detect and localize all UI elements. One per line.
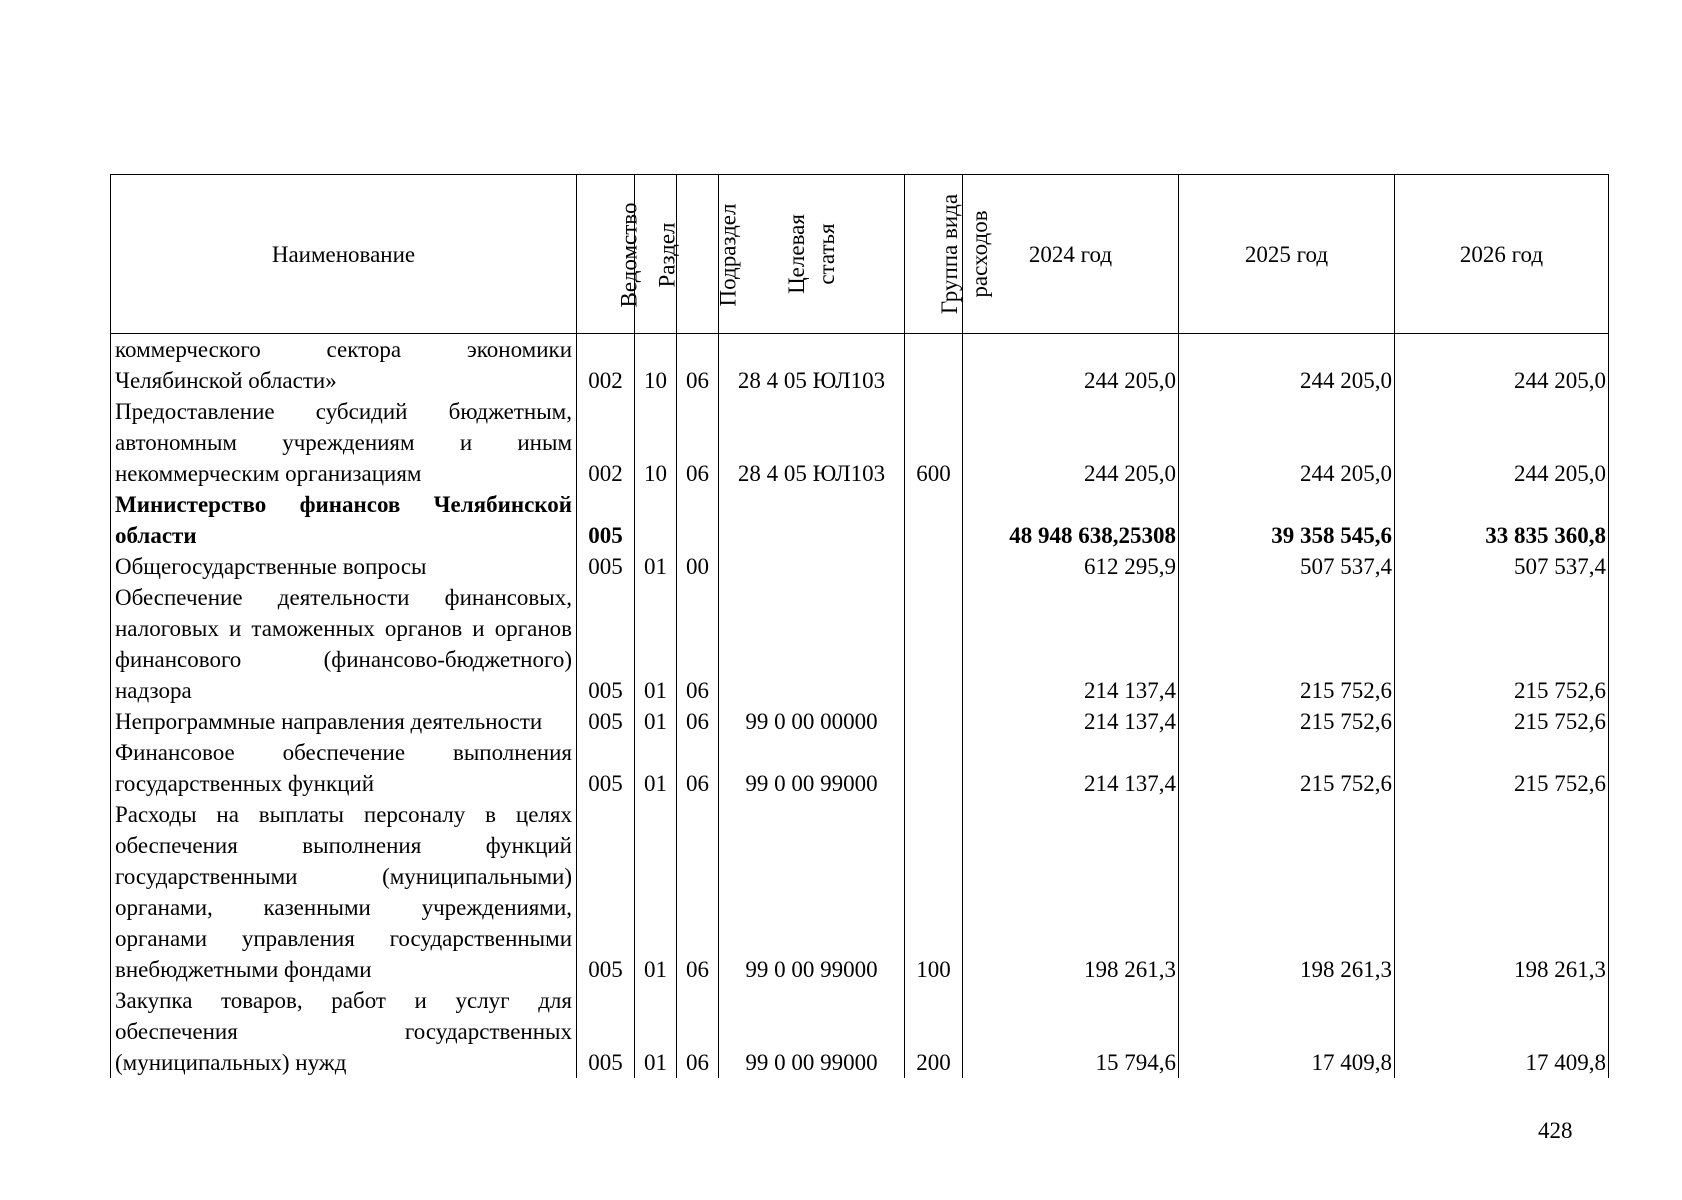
row-podrazdel: 06 bbox=[677, 334, 719, 397]
row-gruppa bbox=[905, 706, 963, 737]
table-row bbox=[111, 582, 1609, 706]
table-row bbox=[111, 396, 1609, 489]
row-gruppa bbox=[905, 582, 963, 706]
header-vedomstvo: Ведомство bbox=[577, 175, 635, 334]
row-podrazdel: 06 bbox=[677, 396, 719, 489]
row-vedomstvo: 002 bbox=[577, 396, 635, 489]
row-2026: 33 835 360,8 bbox=[1395, 489, 1609, 551]
row-2026: 507 537,4 bbox=[1395, 551, 1609, 582]
header-2025: 2025 год bbox=[1179, 175, 1395, 334]
row-2024: 48 948 638,25308 bbox=[963, 489, 1179, 551]
table-row bbox=[111, 737, 1609, 799]
table-body bbox=[111, 334, 1609, 1079]
row-2025: 39 358 545,6 bbox=[1179, 489, 1395, 551]
row-2024: 612 295,9 bbox=[963, 551, 1179, 582]
row-razdel: 01 bbox=[635, 737, 677, 799]
row-vedomstvo: 005 bbox=[577, 985, 635, 1078]
row-2025: 215 752,6 bbox=[1179, 737, 1395, 799]
row-celevaya bbox=[719, 489, 905, 551]
row-2024: 214 137,4 bbox=[963, 737, 1179, 799]
row-podrazdel: 06 bbox=[677, 985, 719, 1078]
row-2025: 507 537,4 bbox=[1179, 551, 1395, 582]
table-row bbox=[111, 985, 1609, 1078]
budget-table bbox=[110, 174, 1609, 1078]
row-2025: 17 409,8 bbox=[1179, 985, 1395, 1078]
table-row bbox=[111, 799, 1609, 985]
row-vedomstvo: 005 bbox=[577, 582, 635, 706]
row-gruppa bbox=[905, 551, 963, 582]
table-row bbox=[111, 551, 1609, 582]
row-name: Предоставление субсидий бюджетным, автономным учреждениям и иным некоммерческим организациям bbox=[111, 396, 577, 489]
row-gruppa: 200 bbox=[905, 985, 963, 1078]
row-celevaya: 99 0 00 00000 bbox=[719, 706, 905, 737]
row-vedomstvo: 005 bbox=[577, 489, 635, 551]
header-podrazdel: Подраздел bbox=[677, 175, 719, 334]
header-2026: 2026 год bbox=[1395, 175, 1609, 334]
row-name: Министерство финансов Челябинской области bbox=[111, 489, 577, 551]
row-name: Финансовое обеспечение выполнения государственных функций bbox=[111, 737, 577, 799]
row-vedomstvo: 005 bbox=[577, 737, 635, 799]
row-name: Расходы на выплаты персоналу в целях обеспечения выполнения функций государственными (муниципальными) органами, казенными учреждениями, органами управления государственными внебюджетными фондами bbox=[111, 799, 577, 985]
row-razdel: 01 bbox=[635, 582, 677, 706]
row-gruppa: 600 bbox=[905, 396, 963, 489]
row-celevaya: 28 4 05 ЮЛ103 bbox=[719, 396, 905, 489]
row-razdel: 10 bbox=[635, 334, 677, 397]
row-celevaya: 28 4 05 ЮЛ103 bbox=[719, 334, 905, 397]
row-2026: 215 752,6 bbox=[1395, 737, 1609, 799]
row-podrazdel: 06 bbox=[677, 582, 719, 706]
row-2025: 244 205,0 bbox=[1179, 396, 1395, 489]
row-2025: 244 205,0 bbox=[1179, 334, 1395, 397]
row-2024: 214 137,4 bbox=[963, 582, 1179, 706]
header-celevaya-statya: Целевая статья bbox=[719, 175, 905, 334]
row-vedomstvo: 005 bbox=[577, 551, 635, 582]
table-row bbox=[111, 334, 1609, 397]
row-2024: 244 205,0 bbox=[963, 396, 1179, 489]
row-gruppa bbox=[905, 737, 963, 799]
row-celevaya: 99 0 00 99000 bbox=[719, 737, 905, 799]
row-2026: 215 752,6 bbox=[1395, 582, 1609, 706]
header-gruppa-vida-rashodov: Группа вида расходов bbox=[905, 175, 963, 334]
row-razdel bbox=[635, 489, 677, 551]
row-podrazdel: 06 bbox=[677, 799, 719, 985]
row-razdel: 01 bbox=[635, 799, 677, 985]
row-name: коммерческого сектора экономики Челябинской области» bbox=[111, 334, 577, 397]
row-celevaya bbox=[719, 582, 905, 706]
row-vedomstvo: 005 bbox=[577, 706, 635, 737]
row-razdel: 01 bbox=[635, 551, 677, 582]
row-2025: 215 752,6 bbox=[1179, 706, 1395, 737]
page-number: 428 bbox=[1538, 1118, 1573, 1143]
row-podrazdel: 06 bbox=[677, 737, 719, 799]
row-celevaya: 99 0 00 99000 bbox=[719, 985, 905, 1078]
row-2024: 214 137,4 bbox=[963, 706, 1179, 737]
row-2026: 17 409,8 bbox=[1395, 985, 1609, 1078]
row-2024: 198 261,3 bbox=[963, 799, 1179, 985]
row-2024: 15 794,6 bbox=[963, 985, 1179, 1078]
row-2024: 244 205,0 bbox=[963, 334, 1179, 397]
table-row-ministry bbox=[111, 489, 1609, 551]
row-2025: 215 752,6 bbox=[1179, 582, 1395, 706]
row-podrazdel: 06 bbox=[677, 706, 719, 737]
row-2026: 244 205,0 bbox=[1395, 334, 1609, 397]
row-celevaya: 99 0 00 99000 bbox=[719, 799, 905, 985]
row-vedomstvo: 005 bbox=[577, 799, 635, 985]
budget-table-container bbox=[110, 174, 1608, 1078]
row-name: Закупка товаров, работ и услуг для обеспечения государственных (муниципальных) нужд bbox=[111, 985, 577, 1078]
header-2024: 2024 год bbox=[963, 175, 1179, 334]
row-podrazdel: 00 bbox=[677, 551, 719, 582]
row-gruppa: 100 bbox=[905, 799, 963, 985]
row-gruppa bbox=[905, 489, 963, 551]
row-2026: 198 261,3 bbox=[1395, 799, 1609, 985]
row-razdel: 10 bbox=[635, 396, 677, 489]
row-2026: 215 752,6 bbox=[1395, 706, 1609, 737]
row-razdel: 01 bbox=[635, 985, 677, 1078]
row-gruppa bbox=[905, 334, 963, 397]
row-vedomstvo: 002 bbox=[577, 334, 635, 397]
header-name: Наименование bbox=[111, 175, 577, 334]
row-celevaya bbox=[719, 551, 905, 582]
row-name: Общегосударственные вопросы bbox=[111, 551, 577, 582]
table-row bbox=[111, 706, 1609, 737]
row-podrazdel bbox=[677, 489, 719, 551]
row-name: Непрограммные направления деятельности bbox=[111, 706, 577, 737]
row-razdel: 01 bbox=[635, 706, 677, 737]
header-razdel: Раздел bbox=[635, 175, 677, 334]
table-header bbox=[111, 175, 1609, 334]
row-2026: 244 205,0 bbox=[1395, 396, 1609, 489]
row-name: Обеспечение деятельности финансовых, налоговых и таможенных органов и органов финансового (финансово-бюджетного) надзора bbox=[111, 582, 577, 706]
row-2025: 198 261,3 bbox=[1179, 799, 1395, 985]
